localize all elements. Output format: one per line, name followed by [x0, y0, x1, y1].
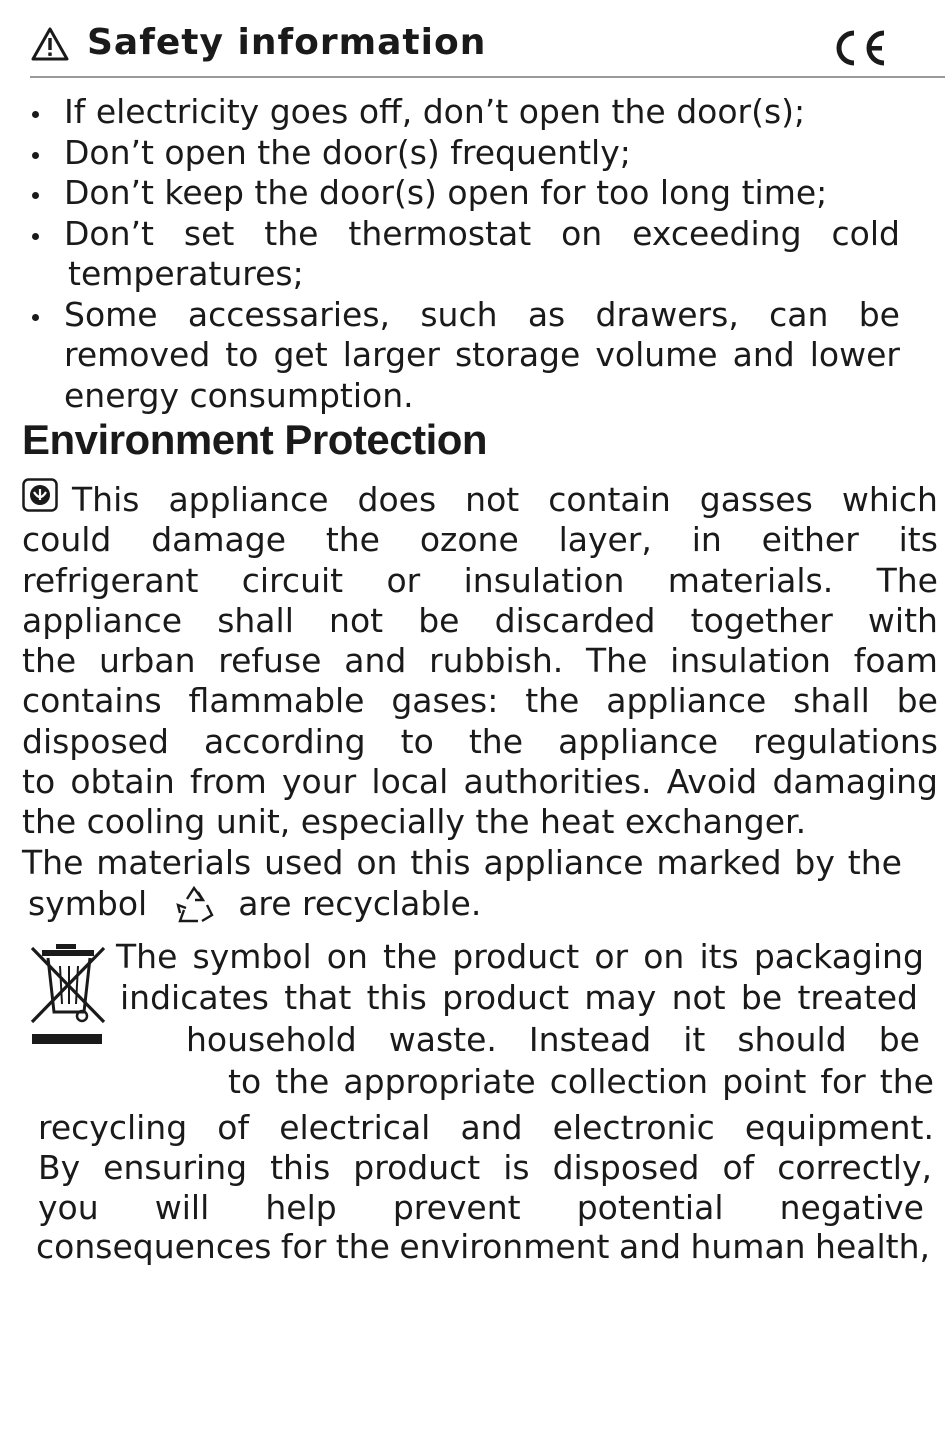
word: such	[420, 294, 498, 334]
word: flammable	[188, 681, 365, 721]
paragraph-line	[22, 641, 938, 681]
environment-paragraph	[22, 480, 938, 883]
section-title: Environment Protection	[22, 416, 488, 463]
word: can	[769, 294, 829, 334]
word: Don’t	[64, 213, 154, 253]
word: and	[344, 641, 407, 681]
word: obtain	[70, 762, 175, 802]
word: the	[264, 213, 319, 253]
word: to	[22, 762, 56, 802]
word: negative	[779, 1188, 924, 1227]
word: that	[284, 978, 352, 1017]
word: either	[761, 520, 859, 560]
recycle-text-after: are recyclable.	[238, 884, 482, 923]
word: be	[418, 600, 460, 640]
word: to	[228, 1062, 262, 1101]
word: damaging	[772, 762, 938, 802]
paragraph-line	[38, 1188, 924, 1227]
word: materials	[96, 842, 252, 882]
word: it	[683, 1020, 706, 1059]
safety-bullet-list	[30, 92, 930, 416]
paragraph-line	[22, 843, 902, 883]
word: not	[671, 978, 726, 1017]
word: local	[371, 762, 449, 802]
recycle-icon	[172, 883, 218, 927]
paragraph-line	[22, 681, 938, 721]
word: help	[265, 1188, 337, 1227]
word: electrical	[279, 1108, 431, 1147]
word: health,	[815, 1227, 930, 1266]
paragraph-line	[22, 722, 938, 762]
bullet-item	[30, 133, 930, 174]
word: on	[326, 937, 368, 976]
bullet-text: Don’t keep the door(s) open for too long time;	[64, 173, 828, 212]
word: gases:	[391, 681, 499, 721]
word: may	[584, 978, 657, 1017]
word: the	[468, 721, 524, 761]
bullet-item	[30, 214, 930, 295]
word: waste.	[388, 1020, 497, 1059]
word: volume	[595, 335, 718, 374]
bullet-text: Don’t open the door(s) frequently;	[64, 132, 631, 172]
word: Some	[64, 294, 158, 334]
word: of	[217, 1108, 250, 1147]
bullet-dot	[32, 233, 39, 240]
word: this	[366, 978, 427, 1017]
word: contain	[548, 480, 671, 519]
word: shall	[217, 600, 294, 640]
word: insulation	[670, 641, 831, 681]
word: treated	[797, 978, 918, 1017]
word: refrigerant	[22, 560, 199, 600]
word: be	[740, 978, 783, 1017]
word: the	[383, 937, 438, 976]
word: could	[22, 520, 112, 560]
word: is	[503, 1148, 530, 1187]
word: set	[183, 213, 235, 253]
bullet-dot	[32, 152, 39, 159]
word: you	[38, 1188, 99, 1227]
word: or	[386, 560, 421, 600]
bullet-dot	[32, 111, 39, 118]
bullet-text	[64, 335, 900, 376]
word: accessaries,	[187, 294, 391, 334]
paragraph-line	[186, 1020, 920, 1059]
bullet-dot	[32, 314, 39, 321]
word: get	[273, 335, 328, 374]
word: potential	[576, 1188, 724, 1227]
word: thermostat	[348, 213, 532, 253]
word: not	[465, 480, 520, 519]
word: This	[72, 480, 140, 519]
word: Instead	[528, 1020, 652, 1059]
word: its	[898, 520, 938, 560]
word: on	[561, 213, 603, 253]
word: appliance	[606, 681, 767, 721]
word: foam	[853, 641, 938, 681]
word: product	[442, 978, 570, 1017]
bullet-text	[64, 295, 900, 336]
word: By	[38, 1148, 81, 1187]
word: for	[280, 1227, 327, 1266]
word: the	[325, 520, 380, 560]
word: according	[203, 721, 366, 761]
word: or	[594, 937, 629, 976]
word: consequences	[36, 1227, 272, 1266]
word: be	[878, 1020, 920, 1059]
word: recycling	[38, 1108, 188, 1147]
word: for	[820, 1062, 866, 1101]
word: collection	[549, 1062, 709, 1101]
word: together	[690, 600, 833, 640]
word: and	[618, 1227, 682, 1266]
word: as	[527, 294, 566, 334]
word: equipment.	[744, 1108, 934, 1147]
word: shall	[793, 681, 870, 721]
warning-triangle-icon	[30, 26, 70, 62]
word: ozone	[419, 520, 519, 560]
paragraph-line	[38, 1108, 934, 1147]
word: ensuring	[103, 1148, 248, 1187]
word: of	[722, 1148, 755, 1187]
bullet-item	[30, 173, 930, 214]
word: and	[732, 335, 795, 374]
word: your	[281, 762, 357, 802]
recycle-text-before: symbol	[28, 884, 148, 923]
word: The	[586, 641, 648, 681]
word: household	[186, 1020, 357, 1059]
word: which	[841, 480, 938, 519]
recycle-statement	[28, 883, 481, 927]
paragraph-line	[120, 978, 918, 1017]
word: storage	[454, 335, 581, 374]
word: should	[737, 1020, 847, 1059]
word: environment	[399, 1227, 610, 1266]
word: exceeding	[632, 213, 802, 253]
bullet-text: If electricity goes off, don’t open the door(s);	[64, 92, 806, 131]
word: appliance	[483, 842, 644, 882]
word: larger	[342, 335, 440, 374]
word: point	[722, 1062, 807, 1101]
word: the	[525, 681, 580, 721]
word: in	[691, 520, 722, 560]
paragraph-line	[22, 480, 938, 520]
word: cold	[831, 213, 900, 253]
page-title: Safety information	[87, 22, 487, 63]
word: be	[858, 294, 900, 334]
word: product	[353, 1148, 481, 1187]
bullet-item	[30, 92, 930, 133]
ce-mark-icon	[830, 28, 888, 68]
word: appliance	[22, 600, 183, 640]
word: layer,	[558, 520, 652, 560]
word: The	[116, 937, 178, 976]
word: refuse	[218, 641, 322, 681]
word: with	[867, 600, 938, 640]
paragraph-line	[22, 520, 938, 560]
word: and	[460, 1108, 523, 1147]
word: the	[275, 1062, 330, 1101]
word: marked	[656, 842, 782, 882]
paragraph-line	[36, 1227, 930, 1266]
word: product	[452, 937, 580, 976]
word: its	[699, 937, 739, 976]
word: gasses	[699, 480, 813, 519]
bullet-dot	[32, 192, 39, 199]
word: prevent	[392, 1188, 521, 1227]
word: does	[357, 480, 437, 519]
word: removed	[64, 335, 211, 374]
word: authorities.	[463, 762, 652, 802]
word: The	[876, 560, 938, 600]
paragraph-line	[228, 1062, 934, 1101]
paragraph-line	[22, 762, 938, 802]
word: discarded	[494, 600, 656, 640]
word: drawers,	[595, 294, 739, 334]
word: appropriate	[343, 1062, 536, 1101]
word: by	[794, 842, 835, 882]
word: the	[879, 1062, 934, 1101]
section-header	[30, 22, 945, 78]
word: this	[410, 842, 471, 882]
word: packaging	[753, 937, 924, 976]
word: the	[847, 842, 902, 882]
paragraph-line	[22, 601, 938, 641]
word: appliance	[558, 721, 719, 761]
word: Avoid	[666, 762, 758, 802]
word: human	[690, 1227, 806, 1266]
word: regulations	[753, 721, 938, 761]
word: disposed	[552, 1148, 700, 1187]
word: used	[264, 842, 344, 882]
word: to	[400, 721, 434, 761]
word: from	[189, 762, 267, 802]
word: damage	[151, 520, 286, 560]
word: this	[270, 1148, 331, 1187]
word: urban	[98, 641, 196, 681]
word: insulation	[463, 560, 625, 600]
bullet-text: temperatures;	[68, 254, 304, 293]
word: contains	[22, 681, 162, 721]
word: not	[329, 600, 384, 640]
bullet-text: energy consumption.	[64, 375, 414, 415]
word: on	[356, 842, 398, 882]
crossed-out-bin-icon	[30, 942, 110, 1050]
word: to	[225, 335, 259, 374]
bullet-text	[64, 214, 900, 255]
word: circuit	[241, 560, 344, 600]
word: will	[154, 1188, 210, 1227]
word: rubbish.	[429, 641, 564, 681]
word: be	[896, 681, 938, 721]
word: on	[643, 937, 685, 976]
word: indicates	[120, 978, 269, 1017]
word: lower	[809, 335, 900, 374]
paragraph-line: the cooling unit, especially the heat exchanger.	[22, 802, 807, 842]
paragraph-line	[38, 1148, 932, 1187]
word: the	[22, 641, 77, 681]
paragraph-line	[22, 561, 938, 601]
word: the	[335, 1227, 390, 1266]
word: The	[22, 842, 84, 882]
bullet-item	[30, 295, 930, 417]
word: symbol	[192, 937, 312, 976]
word: electronic	[552, 1108, 715, 1147]
word: correctly,	[777, 1148, 932, 1187]
word: disposed	[22, 721, 169, 761]
word: materials.	[667, 560, 834, 600]
word: appliance	[168, 480, 329, 519]
paragraph-line	[116, 937, 924, 976]
